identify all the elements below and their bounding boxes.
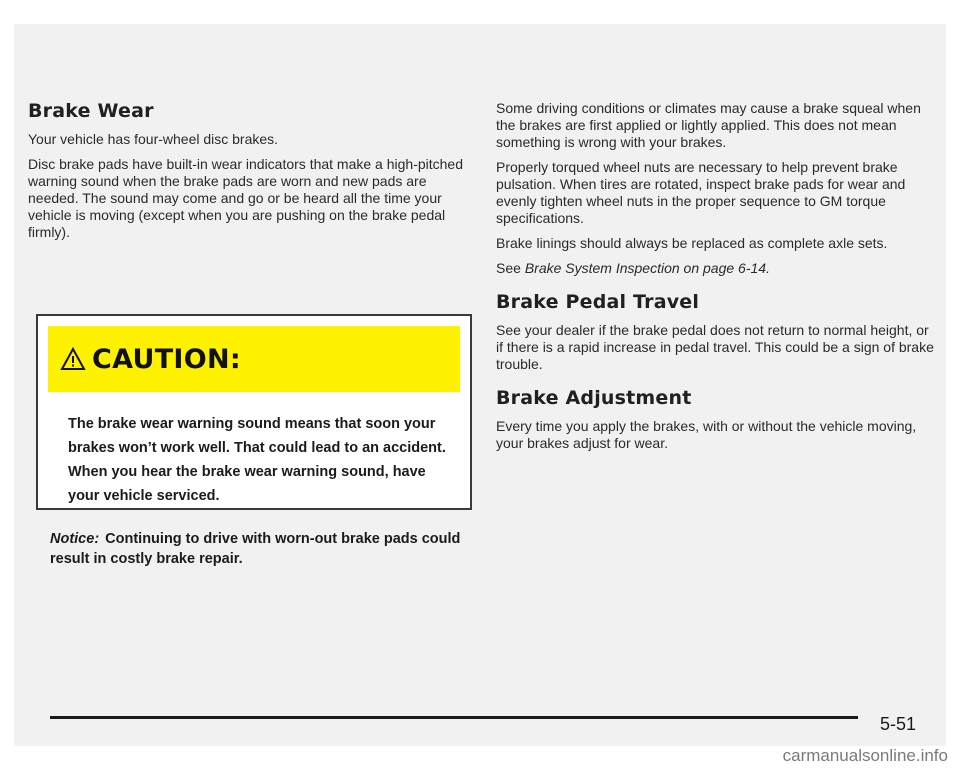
- brake-adjustment-title: Brake Adjustment: [496, 387, 692, 409]
- caution-heading: CAUTION:: [92, 343, 242, 375]
- notice-text: Continuing to drive with worn-out brake pads could result in costly brake repair.: [50, 531, 461, 567]
- notice-label: Notice:: [50, 531, 100, 547]
- notice: [50, 529, 470, 569]
- page-number: 5-51: [880, 714, 917, 734]
- caution-text: The brake wear warning sound means that soon your brakes won’t work well. That could lead to an accident. When you hear the brake wear warning sound, have your vehicle serviced.: [68, 416, 446, 504]
- see-reference: [496, 260, 936, 277]
- brake-pedal-travel-title: Brake Pedal Travel: [496, 291, 700, 313]
- caution-box: [36, 314, 472, 510]
- manual-page: [14, 24, 946, 746]
- brake-wear-title: Brake Wear: [28, 100, 154, 122]
- caution-header: [48, 326, 460, 392]
- brake-pedal-travel-text: See your dealer if the brake pedal does not return to normal height, or if there is a rapid increase in pedal travel. This could be a sign of brake trouble.: [496, 322, 934, 372]
- brake-linings-text: Brake linings should always be replaced as complete axle sets.: [496, 235, 888, 251]
- right-column: [496, 100, 936, 460]
- brake-wear-indicators-text: Disc brake pads have built-in wear indicators that make a high-pitched warning sound when the brake pads are worn and new pads are needed. The sound may come and go or be heard all the time your vehicle is moving (except when you are pushing on the brake pedal firmly).: [28, 156, 464, 240]
- footer-rule: [50, 716, 858, 719]
- watermark: carmanualsonline.info: [782, 746, 948, 765]
- wheel-nuts-text: Properly torqued wheel nuts are necessary to help prevent brake pulsation. When tires are rotated, inspect brake pads for wear and evenly tighten wheel nuts in the proper sequence to GM torque specifications.: [496, 159, 906, 226]
- brake-wear-intro: Your vehicle has four-wheel disc brakes.: [28, 131, 279, 147]
- brake-adjustment-text: Every time you apply the brakes, with or without the vehicle moving, your brakes adjust for wear.: [496, 418, 917, 451]
- see-reference-prefix: See: [496, 260, 525, 276]
- brake-squeal-text: Some driving conditions or climates may cause a brake squeal when the brakes are first applied or lightly applied. This does not mean something is wrong with your brakes.: [496, 100, 921, 150]
- brake-inspection-link[interactable]: Brake System Inspection on page 6-14.: [524, 260, 770, 276]
- warning-triangle-icon: [60, 347, 86, 371]
- left-column: [28, 100, 468, 249]
